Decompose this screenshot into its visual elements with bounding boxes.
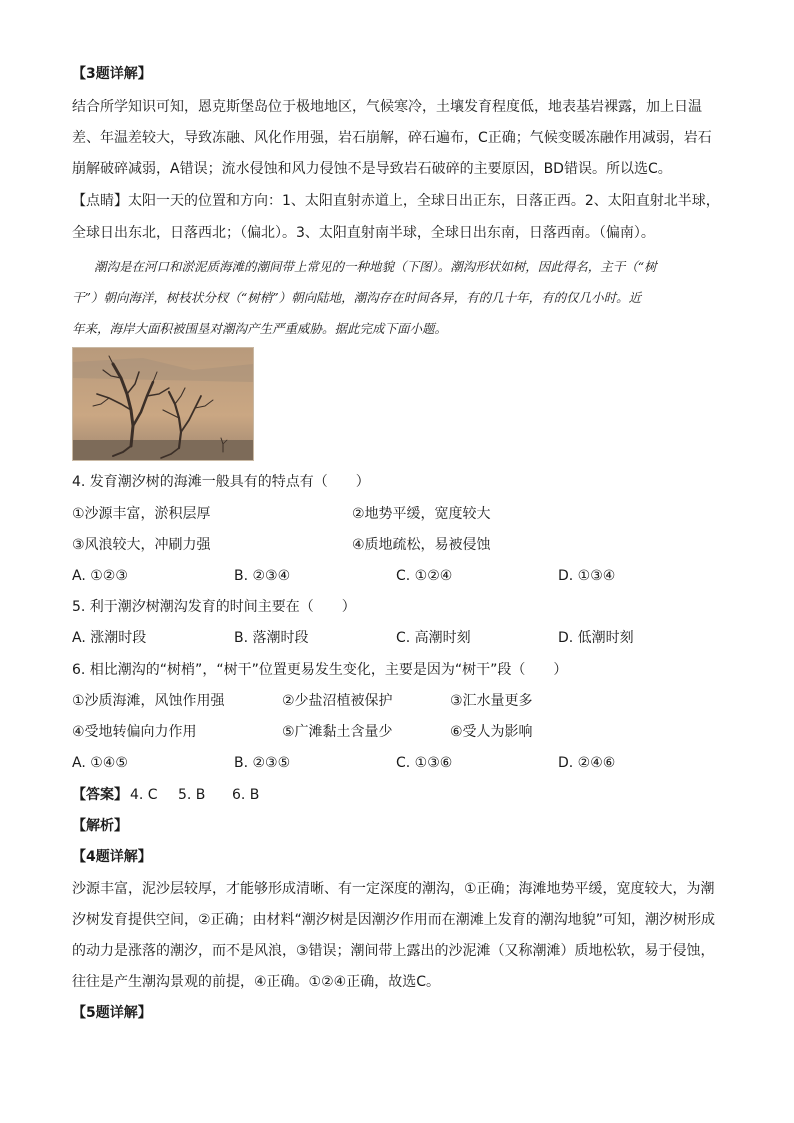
section-4-line-2: 汐树发育提供空间，②正确；由材料“潮汐树是因潮汐作用而在潮滩上发育的潮沟地貌”可知，潮汐树形成 <box>72 912 716 928</box>
section-5-heading: 【5题详解】 <box>72 1005 152 1021</box>
question-4-item-4: ④质地疏松，易被侵蚀 <box>352 537 491 553</box>
material-line-1: 潮沟是在河口和淤泥质海滩的潮间带上常见的一种地貌（下图）。潮沟形状如树，因此得名，主干（“树 <box>94 259 657 274</box>
section-3-line-3: 崩解破碎减弱，A错误；流水侵蚀和风力侵蚀不是导致岩石破碎的主要原因，BD错误。所以选C。 <box>72 161 672 177</box>
question-5-option-d: D. 低潮时刻 <box>558 630 634 646</box>
question-5-option-c: C. 高潮时刻 <box>396 630 471 646</box>
question-6-option-d: D. ②④⑥ <box>558 755 616 771</box>
question-5-stem: 5. 利于潮汐树潮沟发育的时间主要在（ ） <box>72 599 356 615</box>
section-4-line-4: 往往是产生潮沟景观的前提，④正确。①②④正确，故选C。 <box>72 974 440 990</box>
question-6-item-6: ⑥受人为影响 <box>450 724 533 740</box>
answer-label: 【答案】 <box>72 787 128 803</box>
section-4-heading: 【4题详解】 <box>72 849 152 865</box>
analysis-label: 【解析】 <box>72 818 128 834</box>
question-6-item-5: ⑤广滩黏土含量少 <box>282 724 393 740</box>
section-4-line-1: 沙源丰富，泥沙层较厚，才能够形成清晰、有一定深度的潮沟，①正确；海滩地势平缓，宽度较大，为潮 <box>72 881 715 897</box>
answer-6: 6. B <box>232 787 260 803</box>
question-6-option-b: B. ②③⑤ <box>234 755 291 771</box>
tip-line-1: 【点睛】太阳一天的位置和方向：1、太阳直射赤道上，全球日出正东，日落正西。2、太阳直射北半球， <box>72 193 720 209</box>
question-4-option-c: C. ①②④ <box>396 568 453 584</box>
question-4-option-d: D. ①③④ <box>558 568 616 584</box>
answer-4: 4. C <box>130 787 158 803</box>
question-6-item-4: ④受地转偏向力作用 <box>72 724 197 740</box>
tidal-creek-tree-image <box>73 348 253 460</box>
section-3-heading: 【3题详解】 <box>72 66 152 82</box>
question-4-option-b: B. ②③④ <box>234 568 291 584</box>
question-6-option-c: C. ①③⑥ <box>396 755 453 771</box>
question-6-item-1: ①沙质海滩，风蚀作用强 <box>72 693 225 709</box>
tip-line-2: 全球日出东北，日落西北；（偏北）。3、太阳直射南半球，全球日出东南，日落西南。（偏南）。 <box>72 225 655 241</box>
question-4-item-3: ③风浪较大，冲刷力强 <box>72 537 211 553</box>
material-line-3: 年来，海岸大面积被围垦对潮沟产生严重威胁。据此完成下面小题。 <box>72 321 448 336</box>
question-5-option-a: A. 涨潮时段 <box>72 630 147 646</box>
question-6-item-3: ③汇水量更多 <box>450 693 533 709</box>
material-line-2: 干”）朝向海洋，树枝状分杈（“树梢”）朝向陆地，潮沟存在时间各异，有的几十年，有的仅几小时。近 <box>72 290 642 305</box>
question-4-item-1: ①沙源丰富，淤积层厚 <box>72 506 211 522</box>
section-3-line-1: 结合所学知识可知，恩克斯堡岛位于极地地区，气候寒冷，土壤发育程度低，地表基岩裸露，加上日温 <box>72 99 702 115</box>
question-6-item-2: ②少盐沼植被保护 <box>282 693 393 709</box>
question-6-option-a: A. ①④⑤ <box>72 755 128 771</box>
question-6-stem: 6. 相比潮沟的“树梢”，“树干”位置更易发生变化，主要是因为“树干”段（ ） <box>72 662 568 678</box>
question-4-item-2: ②地势平缓，宽度较大 <box>352 506 491 522</box>
section-4-line-3: 的动力是涨落的潮汐，而不是风浪，③错误；潮间带上露出的沙泥滩（又称潮滩）质地松软，易于侵蚀， <box>72 943 715 959</box>
section-3-line-2: 差、年温差较大，导致冻融、风化作用强，岩石崩解，碎石遍布，C正确；气候变暖冻融作用减弱，岩石 <box>72 130 712 146</box>
question-5-option-b: B. 落潮时段 <box>234 630 309 646</box>
tidal-creek-photo <box>72 347 254 461</box>
question-4-option-a: A. ①②③ <box>72 568 128 584</box>
answer-5: 5. B <box>178 787 206 803</box>
question-4-stem: 4. 发育潮汐树的海滩一般具有的特点有（ ） <box>72 474 370 490</box>
